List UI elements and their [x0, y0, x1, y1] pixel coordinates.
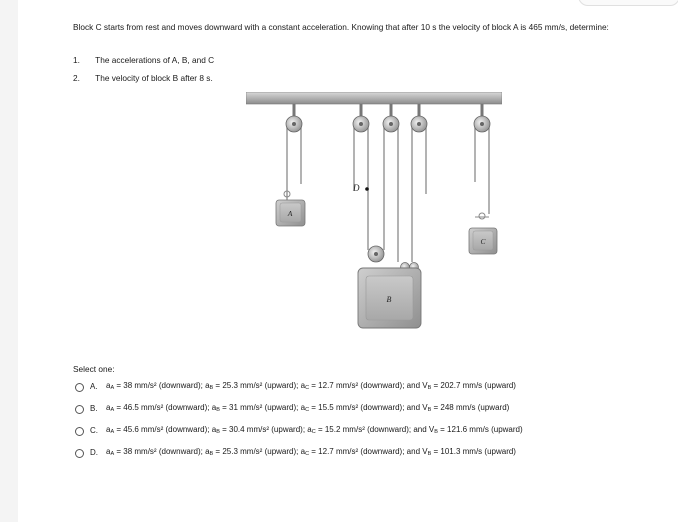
pulley-icon: [383, 116, 399, 132]
question-text: Block C starts from rest and moves downward with a constant acceleration. Knowing that after 10 s the velocity of block A is 465 mm/s, determine:: [73, 22, 609, 32]
block-c: [469, 213, 497, 254]
pulley-icon: [368, 246, 384, 262]
radio-button[interactable]: [75, 383, 84, 392]
pulley-icon: [474, 116, 490, 132]
question-list: [73, 53, 214, 89]
option-text: $a_A = 38$ mm/s² (downward); $a_B = 25.3$ mm/s² (upward); $a_C = 12.7$ mm/s² (downward); and $V_B = 202.7$ mm/s (upward): [106, 381, 516, 391]
block-a-label: A: [287, 209, 293, 218]
pulley-icon: [286, 116, 302, 132]
option-text: $a_A = 45.6$ mm/s² (downward); $a_B = 30.4$ mm/s² (upward); $a_C = 15.2$ mm/s² (downward); and $V_B = 121.6$ mm/s (upward): [106, 425, 523, 435]
block-c-label: C: [480, 237, 486, 246]
list-item: 1. The accelerations of A, B, and C: [73, 55, 215, 65]
question-page: [18, 0, 678, 522]
select-one-label: Select one:: [73, 364, 115, 374]
option-d[interactable]: D. $a_A = 38$ mm/s² (downward); $a_B = 25.3$ mm/s² (upward); $a_C = 12.7$ mm/s² (downward); and $V_B = 101.3$ mm/s (upward): [75, 442, 523, 464]
option-a[interactable]: A. $a_A = 38$ mm/s² (downward); $a_B = 25.3$ mm/s² (upward); $a_C = 12.7$ mm/s² (downward); and $V_B = 202.7$ mm/s (upward): [75, 376, 523, 398]
pulley-diagram: [246, 92, 502, 334]
option-b[interactable]: B. $a_A = 46.5$ mm/s² (downward); $a_B = 31$ mm/s² (upward); $a_C = 15.5$ mm/s² (downward); and $V_B = 248$ mm/s (upward): [75, 398, 523, 420]
pulley-icon: [353, 116, 369, 132]
radio-button[interactable]: [75, 449, 84, 458]
block-b: [358, 268, 421, 328]
radio-button[interactable]: [75, 427, 84, 436]
block-a: [276, 191, 305, 226]
option-text: $a_A = 46.5$ mm/s² (downward); $a_B = 31$ mm/s² (upward); $a_C = 15.5$ mm/s² (downward); and $V_B = 248$ mm/s (upward): [106, 403, 510, 413]
answer-options: [75, 376, 523, 464]
block-b-label: B: [386, 295, 392, 304]
list-item: 2. The velocity of block B after 8 s.: [73, 73, 213, 83]
ceiling-beam: [246, 92, 502, 104]
point-d-marker: [365, 187, 369, 191]
option-text: $a_A = 38$ mm/s² (downward); $a_B = 25.3$ mm/s² (upward); $a_C = 12.7$ mm/s² (downward); and $V_B = 101.3$ mm/s (upward): [106, 447, 516, 457]
point-d-label: D: [353, 183, 360, 193]
radio-button[interactable]: [75, 405, 84, 414]
top-widget: [578, 0, 678, 6]
option-c[interactable]: C. $a_A = 45.6$ mm/s² (downward); $a_B = 30.4$ mm/s² (upward); $a_C = 15.2$ mm/s² (downward); and $V_B = 121.6$ mm/s (upward): [75, 420, 523, 442]
pulley-icon: [411, 116, 427, 132]
